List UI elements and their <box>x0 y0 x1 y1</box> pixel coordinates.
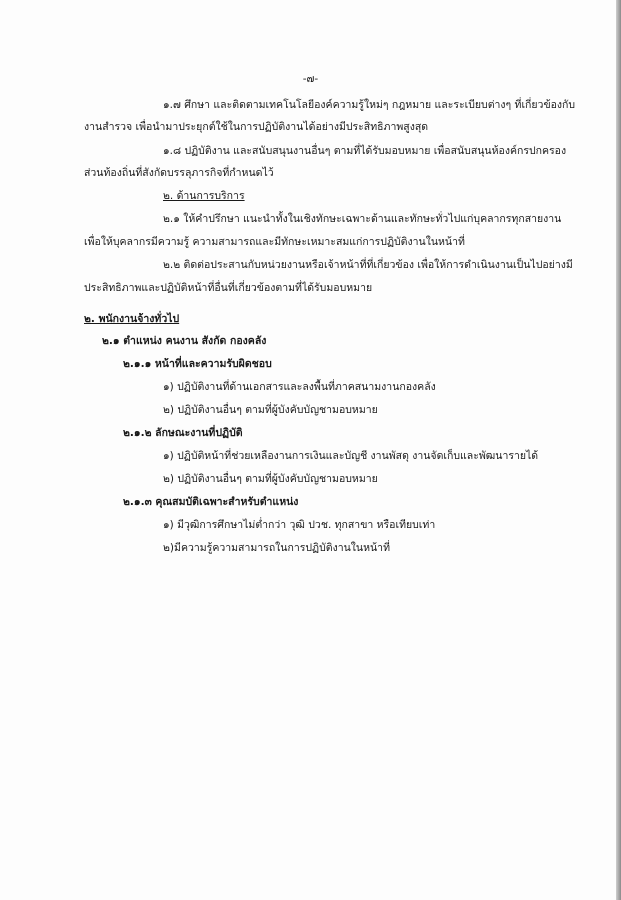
section-heading: ๒. ด้านการบริการ <box>163 190 245 202</box>
list-item: ๑) ปฏิบัติหน้าที่ช่วยเหลืองานการเงินและบัญชี งานพัสดุ งานจัดเก็บและพัฒนารายได้ <box>163 450 539 462</box>
paragraph-line: ส่วนท้องถิ่นที่สังกัดบรรลุภารกิจที่กำหนดไว้ <box>84 167 274 179</box>
page-edge <box>616 0 621 900</box>
paragraph-line: ๒.๒ ติดต่อประสานกับหน่วยงานหรือเจ้าหน้าที่ที่เกี่ยวข้อง เพื่อให้การดำเนินงานเป็นไปอย่างมี <box>163 259 573 271</box>
main-heading: ๒. พนักงานจ้างทั่วไป <box>84 313 180 325</box>
paragraph-line: ประสิทธิภาพและปฏิบัติหน้าที่อื่นที่เกี่ยวข้องตามที่ได้รับมอบหมาย <box>84 282 373 294</box>
list-item: ๑) มีวุฒิการศึกษาไม่ต่ำกว่า วุฒิ ปวช. ทุกสาขา หรือเทียบเท่า <box>163 519 436 531</box>
paragraph-line: ๒.๑ ให้คำปรึกษา แนะนำทั้งในเชิงทักษะเฉพาะด้านและทักษะทั่วไปแก่บุคลากรทุกสายงาน <box>163 213 562 225</box>
paragraph-line: ๑.๘ ปฏิบัติงาน และสนับสนุนงานอื่นๆ ตามที่ได้รับมอบหมาย เพื่อสนับสนุนห้องค์กรปกครอง <box>163 145 567 157</box>
page-number: -๗- <box>302 73 319 85</box>
subsection-heading: ๒.๑.๓ คุณสมบัติเฉพาะสำหรับตำแหน่ง <box>123 496 299 508</box>
paragraph-line: ๑.๗ ศึกษา และติดตามเทคโนโลยีองค์ความรู้ใหม่ๆ กฎหมาย และระเบียบต่างๆ ที่เกี่ยวข้องกับ <box>163 99 576 111</box>
list-item: ๒)มีความรู้ความสามารถในการปฏิบัติงานในหน้าที่ <box>163 542 390 554</box>
list-item: ๒) ปฏิบัติงานอื่นๆ ตามที่ผู้บังคับบัญชามอบหมาย <box>163 473 378 485</box>
list-item: ๑) ปฏิบัติงานที่ด้านเอกสารและลงพื้นที่ภาคสนามงานกองคลัง <box>163 381 436 393</box>
subsection-heading: ๒.๑.๒ ลักษณะงานที่ปฏิบัติ <box>123 427 243 439</box>
paragraph-line: งานสำรวจ เพื่อนำมาประยุกต์ใช้ในการปฏิบัติงานได้อย่างมีประสิทธิภาพสูงสุด <box>84 121 429 133</box>
position-heading: ๒.๑ ตำแหน่ง คนงาน สังกัด กองคลัง <box>102 335 267 347</box>
list-item: ๒) ปฏิบัติงานอื่นๆ ตามที่ผู้บังคับบัญชามอบหมาย <box>163 404 378 416</box>
paragraph-line: เพื่อให้บุคลากรมีความรู้ ความสามารถและมีทักษะเหมาะสมแก่การปฏิบัติงานในหน้าที่ <box>84 236 465 248</box>
subsection-heading: ๒.๑.๑ หน้าที่และความรับผิดชอบ <box>123 358 272 370</box>
